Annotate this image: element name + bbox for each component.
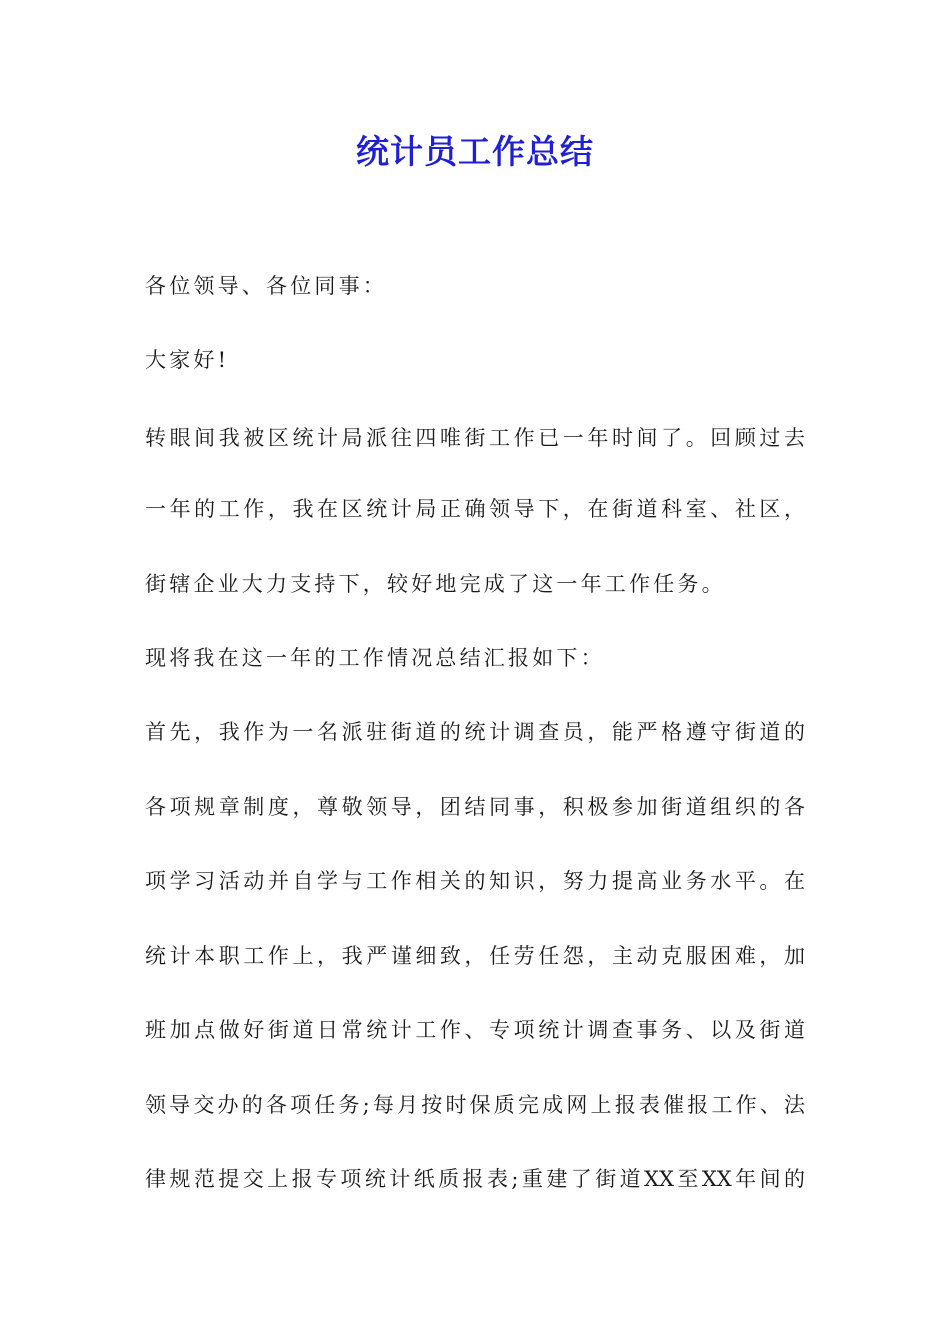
document-title: 统计员工作总结 <box>356 132 594 171</box>
paragraph-line: 现将我在这一年的工作情况总结汇报如下： <box>145 646 605 670</box>
greeting-line: 大家好! <box>145 348 230 372</box>
paragraph-line: 首先，我作为一名派驻街道的统计调查员，能严格遵守街道的 <box>145 720 805 744</box>
paragraph-line: 班加点做好街道日常统计工作、专项统计调查事务、以及街道 <box>145 1018 805 1042</box>
paragraph-line: 一年的工作，我在区统计局正确领导下，在街道科室、社区， <box>145 497 805 521</box>
paragraph-line: 律规范提交上报专项统计纸质报表;重建了街道XX至XX年间的 <box>145 1167 805 1191</box>
paragraph-line: 项学习活动并自学与工作相关的知识，努力提高业务水平。在 <box>145 869 805 893</box>
paragraph-line: 转眼间我被区统计局派往四唯街工作已一年时间了。回顾过去 <box>145 426 805 450</box>
paragraph-line: 领导交办的各项任务;每月按时保质完成网上报表催报工作、法 <box>145 1093 805 1117</box>
paragraph-line: 各项规章制度，尊敬领导，团结同事，积极参加街道组织的各 <box>145 795 805 819</box>
salutation-line: 各位领导、各位同事： <box>145 274 387 298</box>
paragraph-line: 街辖企业大力支持下，较好地完成了这一年工作任务。 <box>145 572 726 596</box>
paragraph-line: 统计本职工作上，我严谨细致，任劳任怨，主动克服困难，加 <box>145 944 805 968</box>
